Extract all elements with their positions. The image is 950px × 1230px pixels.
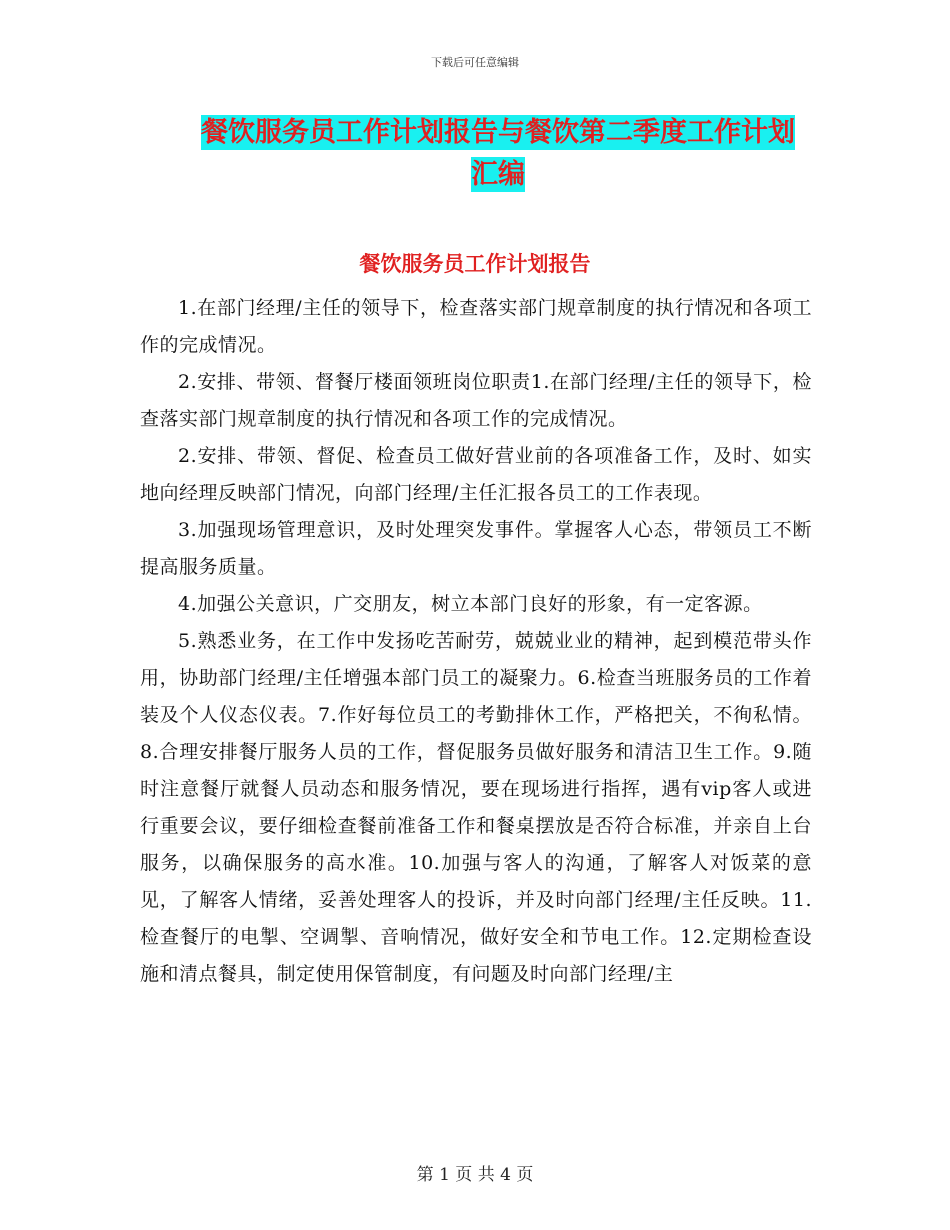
paragraph: 5.熟悉业务，在工作中发扬吃苦耐劳，兢兢业业的精神，起到模范带头作用，协助部门经理/主任增强本部门员工的凝聚力。6.检查当班服务员的工作着装及个人仪态仪表。7.作好每位员工的考勤排休工作，严格把关，不徇私情。8.合理安排餐厅服务人员的工作，督促服务员做好服务和清洁卫生工作。9.随时注意餐厅就餐人员动态和服务情况，要在现场进行指挥，遇有vip客人或进行重要会议，要仔细检查餐前准备工作和餐桌摆放是否符合标准，并亲自上台服务，以确保服务的高水准。10.加强与客人的沟通，了解客人对饭菜的意见，了解客人情绪，妥善处理客人的投诉，并及时向部门经理/主任反映。11.检查餐厅的电掣、空调掣、音响情况，做好安全和节电工作。12.定期检查设施和清点餐具，制定使用保管制度，有问题及时向部门经理/主 bbox=[140, 630, 812, 985]
page-footer: 第 1 页 共 4 页 bbox=[416, 1165, 534, 1185]
paragraph: 2.安排、带领、督餐厅楼面领班岗位职责1.在部门经理/主任的领导下，检查落实部门规章制度的执行情况和各项工作的完成情况。 bbox=[140, 371, 812, 430]
paragraph: 1.在部门经理/主任的领导下，检查落实部门规章制度的执行情况和各项工作的完成情况。 bbox=[140, 297, 812, 356]
header-note: 下载后可任意编辑 bbox=[431, 56, 519, 69]
body-text bbox=[140, 290, 812, 993]
paragraph: 3.加强现场管理意识，及时处理突发事件。掌握客人心态，带领员工不断提高服务质量。 bbox=[140, 519, 812, 578]
paragraph: 4.加强公关意识，广交朋友，树立本部门良好的形象，有一定客源。 bbox=[178, 593, 763, 615]
document-title-text: 餐饮服务员工作计划报告与餐饮第二季度工作计划汇编 bbox=[201, 117, 795, 190]
document-title bbox=[188, 112, 808, 196]
paragraph: 2.安排、带领、督促、检查员工做好营业前的各项准备工作，及时、如实地向经理反映部门情况，向部门经理/主任汇报各员工的工作表现。 bbox=[140, 445, 812, 504]
section-title: 餐饮服务员工作计划报告 bbox=[359, 252, 591, 276]
